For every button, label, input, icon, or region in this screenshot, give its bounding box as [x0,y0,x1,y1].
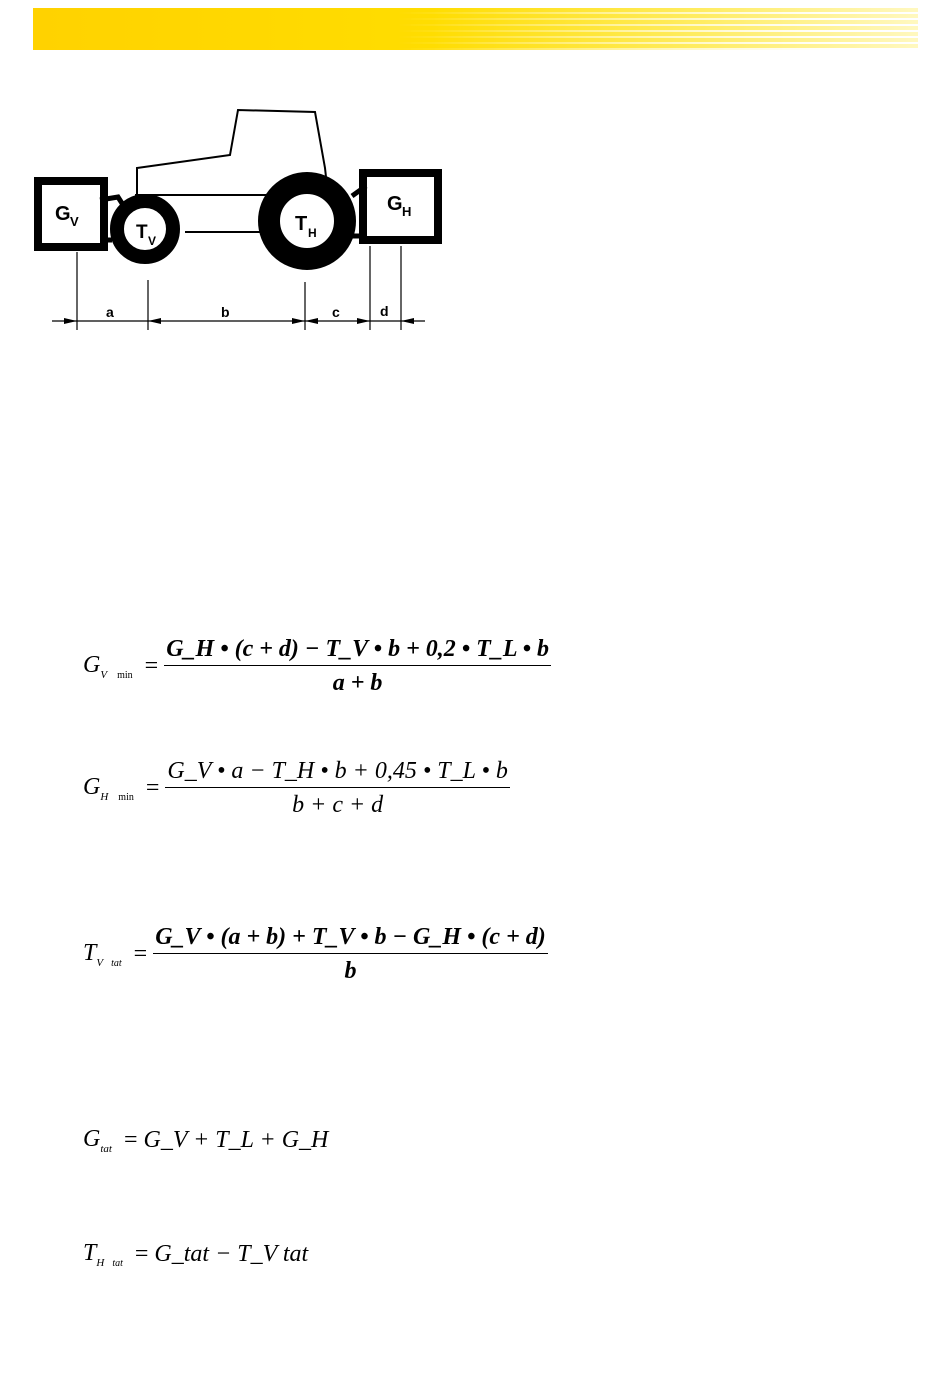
dimension-c: c [332,304,340,320]
formula-lhs: $G_V$ $_{min}$ [83,652,133,681]
denominator: b + c + d [292,792,384,818]
rear-axle-subscript: H [308,226,317,240]
formula-rhs: G_V + T_L + G_H [143,1127,329,1153]
formula-gv-min [83,636,551,697]
numerator: G_V • (a + b) + T_V • b − G_H • (c + d) [153,924,548,954]
dimension-extension-lines [77,246,401,330]
formula-g-tat [83,1126,328,1155]
front-axle-subscript: V [148,234,157,248]
equals-sign: = [134,1241,149,1267]
front-axle-label: T [136,222,148,243]
denominator: b [344,958,357,984]
front-weight-label: G [55,203,71,225]
formula-lhs: $G_{tat}$ [83,1126,112,1155]
numerator: G_V • a − T_H • b + 0,45 • T_L • b [165,758,510,788]
formula-th-tat [83,1240,308,1269]
rear-weight-label: G [387,193,403,215]
formula-tv-tat [83,924,548,985]
dimension-b: b [221,304,230,320]
equals-sign: = [145,775,160,801]
tractor-diagram [0,0,950,360]
fraction [165,758,510,819]
rear-axle-label: T [295,213,308,235]
equals-sign: = [133,941,148,967]
equals-sign: = [144,653,159,679]
formula-lhs: $T_H$ $_{tat}$ [83,1240,123,1269]
front-weight-subscript: V [70,214,79,229]
equals-sign: = [123,1127,138,1153]
dimension-d: d [380,303,389,319]
formula-rhs: G_tat − T_V tat [154,1241,309,1267]
formula-lhs: $G_H$ $_{min}$ [83,774,134,803]
denominator: a + b [332,670,383,696]
fraction [164,636,551,697]
formula-lhs: $T_V$ $_{tat}$ [83,940,122,969]
rear-weight-subscript: H [402,204,412,219]
dimension-a: a [106,304,114,320]
formula-gh-min [83,758,510,819]
fraction [153,924,548,985]
numerator: G_H • (c + d) − T_V • b + 0,2 • T_L • b [164,636,551,666]
